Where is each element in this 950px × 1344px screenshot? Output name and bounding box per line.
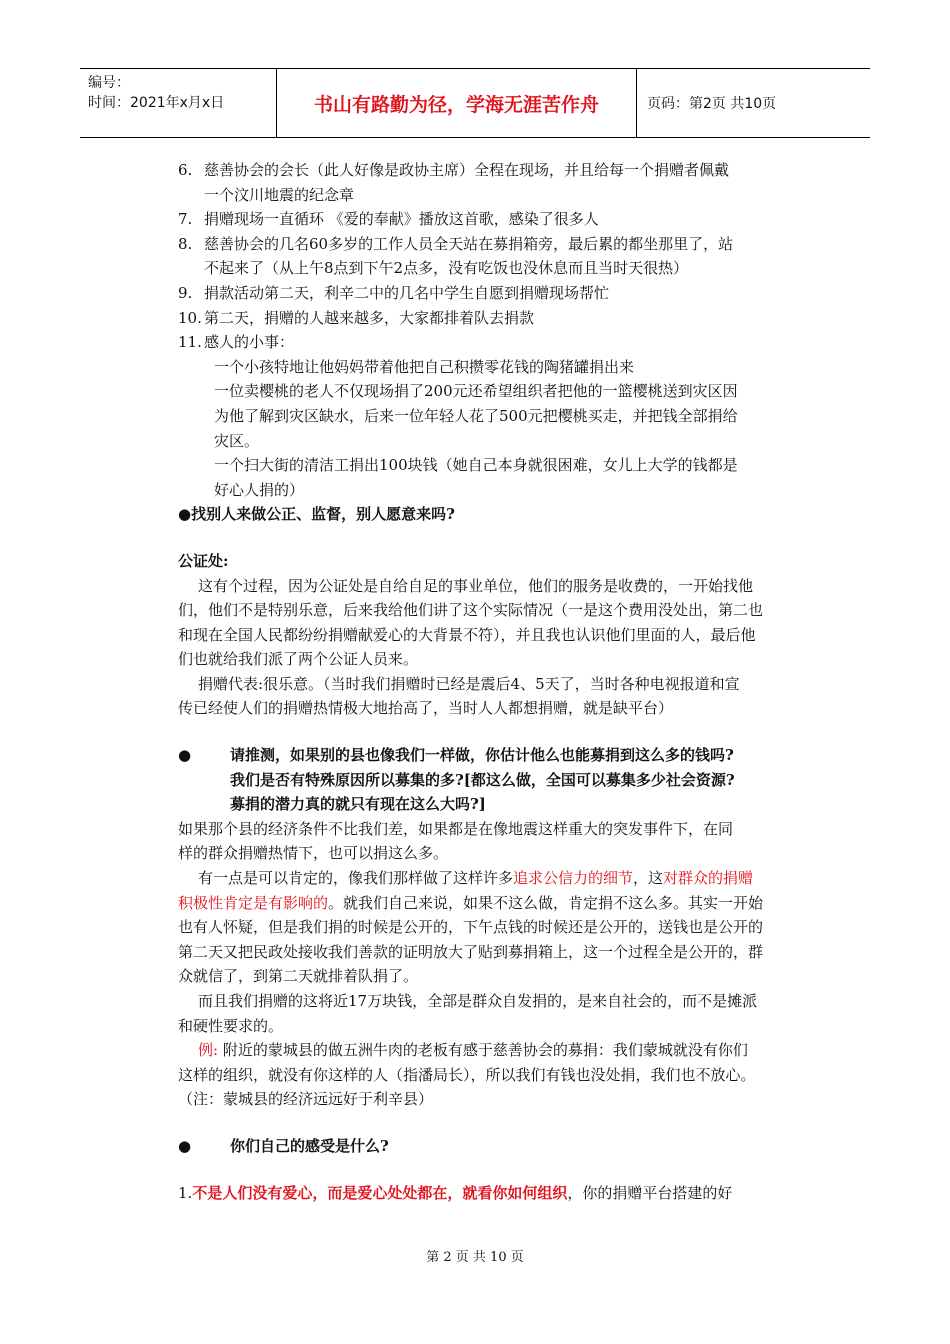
answer-line: 积极性肯定是有影响的。就我们自己来说，如果不这么做，肯定捐不这么多。其实一开始	[178, 893, 764, 912]
donor-line: 捐赠代表:很乐意。（当时我们捐赠时已经是震后4、5天了，当时各种电视报道和宣	[198, 674, 740, 693]
page-footer: 第 2 页 共 10 页	[426, 1250, 524, 1265]
bullet-icon: ●	[178, 746, 192, 765]
final-line: 1.不是人们没有爱心，而是爱心处处都在，就看你如何组织，你的捐赠平台搭建的好	[178, 1183, 733, 1202]
answer-line: 有一点是可以肯定的，像我们那样做了这样许多追求公信力的细节，这对群众的捐赠	[198, 869, 754, 888]
answer-line: 第二天又把民政处接收我们善款的证明放大了贴到募捐箱上，这一个过程全是公开的，群	[178, 942, 764, 961]
header-motto: 书山有路勤为径，学海无涯苦作舟	[277, 69, 637, 137]
page-header	[80, 68, 870, 138]
answer-line: 样的群众捐赠热情下，也可以捐这么多。	[178, 844, 449, 863]
answer-line: 而且我们捐赠的这将近17万块钱，全部是群众自发捐的，是来自社会的，而不是摊派	[198, 992, 758, 1010]
header-page-info: 页码：第2页 共10页	[647, 96, 777, 112]
question-2: ● 请推测，如果别的县也像我们一样做，你估计他么也能募捐到这么多的钱吗?	[178, 743, 808, 768]
story-line: 灾区。	[214, 431, 260, 450]
question-1: ●找别人来做公正、监督，别人愿意来吗?	[178, 505, 455, 524]
list-item: 7. 捐赠现场一直循环 《爱的奉献》播放这首歌，感染了很多人	[178, 210, 599, 229]
notary-line: 们，他们不是特别乐意，后来我给他们讲了这个实际情况（一是这个费用没处出，第二也	[178, 601, 764, 620]
example-label: 例:	[198, 1041, 219, 1060]
story-line: 一个小孩特地让他妈妈带着他把自己积攒零花钱的陶猪罐捐出来	[214, 357, 635, 376]
question-2-cont: 募捐的潜力真的就只有现在这么大吗?]	[230, 795, 486, 814]
example-line: 这样的组织，就没有你这样的人（指潘局长），所以我们有钱也没处捐，我们也不放心。	[178, 1065, 756, 1084]
answer-line: 也有人怀疑，但是我们捐的时候是公开的，下午点钱的时候还是公开的，送钱也是公开的	[178, 918, 764, 937]
answer-line: 众就信了，到第二天就排着队捐了。	[178, 967, 419, 986]
answer-line: 如果那个县的经济条件不比我们差，如果都是在像地震这样重大的突发事件下，在同	[178, 819, 734, 838]
notary-line: 这有个过程，因为公证处是自给自足的事业单位，他们的服务是收费的，一开始找他	[198, 576, 754, 595]
notary-line: 们也就给我们派了两个公证人员来。	[178, 650, 419, 669]
question-3: ● 你们自己的感受是什么?	[178, 1134, 808, 1159]
example-line: （注：蒙城县的经济远远好于利辛县）	[178, 1090, 434, 1109]
story-line: 为他了解到灾区缺水，后来一位年轻人花了500元把樱桃买走，并把钱全部捐给	[214, 406, 738, 425]
list-item: 8. 慈善协会的几名60多岁的工作人员全天站在募捐箱旁，最后累的都坐那里了，站	[178, 234, 734, 253]
document-body	[178, 158, 808, 1205]
donor-line: 传已经使人们的捐赠热情极大地抬高了，当时人人都想捐赠，就是缺平台）	[178, 699, 674, 718]
number-label: 编号：	[88, 75, 130, 91]
header-meta	[80, 69, 277, 137]
list-item: 11. 感人的小事：	[178, 333, 295, 352]
time-label: 时间：2021年x月x日	[88, 95, 225, 111]
notary-line: 和现在全国人民都纷纷捐赠献爱心的大背景不符），并且我也认识他们里面的人，最后他	[178, 625, 756, 644]
list-item-cont: 不起来了（从上午8点到下午2点多，没有吃饭也没休息而且当时天很热）	[204, 259, 689, 278]
list-item-cont: 一个汶川地震的纪念章	[204, 185, 355, 204]
question-2-cont: 我们是否有特殊原因所以募集的多?[都这么做，全国可以募集多少社会资源?	[230, 770, 735, 789]
list-item: 10. 第二天，捐赠的人越来越多，大家都排着队去捐款	[178, 308, 535, 327]
story-line: 好心人捐的）	[214, 480, 305, 499]
example-line: 例: 附近的蒙城县的做五洲牛肉的老板有感于慈善协会的募捐：我们蒙城就没有你们	[198, 1041, 748, 1060]
answer-line: 和硬性要求的。	[178, 1016, 284, 1035]
bullet-icon: ●	[178, 1136, 192, 1155]
story-line: 一个扫大街的清洁工捐出100块钱（她自己本身就很困难，女儿上大学的钱都是	[214, 456, 738, 475]
list-item: 9. 捐款活动第二天，利辛二中的几名中学生自愿到捐赠现场帮忙	[178, 283, 610, 302]
story-line: 一位卖樱桃的老人不仅现场捐了200元还希望组织者把他的一篮樱桃送到灾区因	[214, 382, 738, 401]
list-item: 6. 慈善协会的会长（此人好像是政协主席）全程在现场，并且给每一个捐赠者佩戴	[178, 161, 730, 179]
notary-heading: 公证处:	[178, 551, 229, 570]
